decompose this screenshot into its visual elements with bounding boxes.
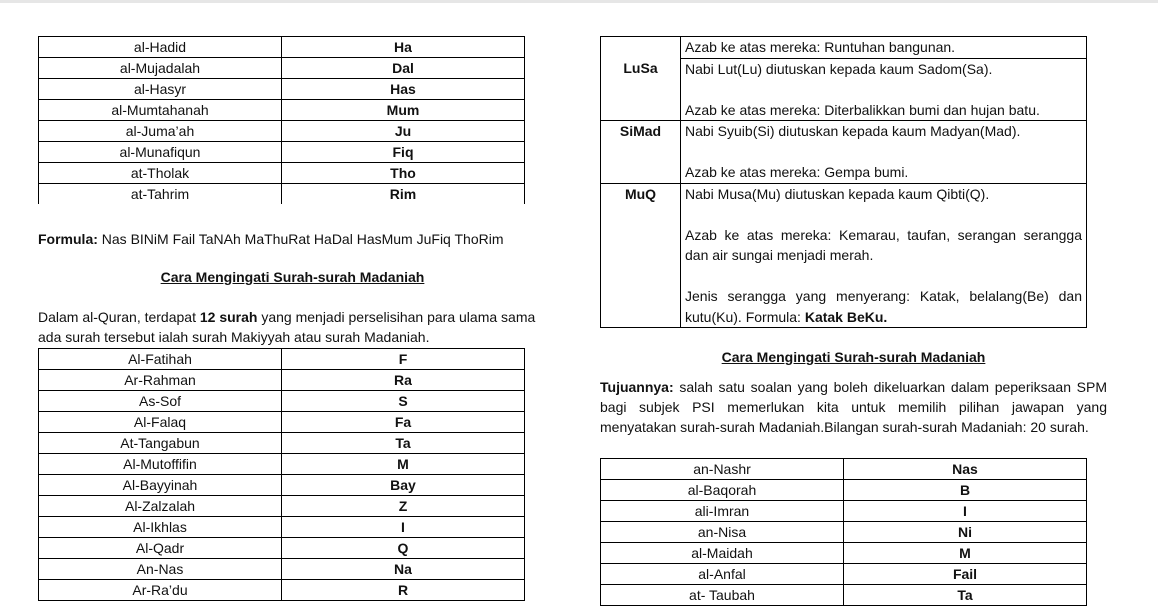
mnemonic-code-cell: R (282, 580, 525, 601)
madaniah-surah-table (600, 458, 1087, 606)
mnemonic-key-cell: SiMad (601, 121, 681, 184)
mnemonic-code-cell: M (282, 454, 525, 475)
surah-name-cell: Al-Ikhlas (39, 517, 282, 538)
story-cell (681, 58, 1087, 121)
mnemonic-code-cell: Ta (844, 585, 1087, 606)
section-heading-left: Cara Mengingati Surah-surah Madaniah (160, 269, 425, 285)
mnemonic-code-cell: Ta (282, 433, 525, 454)
mnemonic-code-cell: S (282, 391, 525, 412)
mnemonic-code-cell: Tho (282, 163, 525, 184)
table-row (39, 412, 525, 433)
story-line: Azab ke atas mereka: Gempa bumi. (685, 164, 909, 180)
mnemonic-code-cell: Ra (282, 370, 525, 391)
surah-name-cell: At-Tangabun (39, 433, 282, 454)
formula-label: Formula: (38, 231, 98, 247)
table-row (601, 459, 1087, 480)
intro-text-start: Dalam al-Quran, terdapat (38, 309, 196, 325)
surah-name-cell: an-Nashr (601, 459, 844, 480)
intro-text-end: yang menjadi perselisihan para ulama sama ada surah tersebut ialah surah Makiyyah atau surah Madaniah. (38, 309, 536, 345)
purpose-paragraph (600, 377, 1107, 437)
surah-name-cell: Al-Bayyinah (39, 475, 282, 496)
table-row (39, 58, 525, 79)
surah-name-cell: Al-Falaq (39, 412, 282, 433)
surah-name-cell: al-Mumtahanah (39, 100, 282, 121)
mnemonic-code-cell: Fail (844, 564, 1087, 585)
table-row (39, 580, 525, 601)
mnemonic-code-cell: Ha (282, 37, 525, 58)
story-cell (681, 37, 1087, 59)
table-row (39, 163, 525, 184)
surah-name-cell: at-Tahrim (39, 184, 282, 205)
surah-name-cell: As-Sof (39, 391, 282, 412)
formula-katak-beku: Katak BeKu. (804, 308, 888, 325)
story-line: Nabi Syuib(Si) diutuskan kepada kaum Madyan(Mad). (685, 123, 1021, 139)
formula-line (38, 229, 578, 249)
surah-name-cell: Al-Fatihah (39, 349, 282, 370)
table-row (39, 349, 525, 370)
surah-name-cell: ali-Imran (601, 501, 844, 522)
story-line: Jenis serangga yang menyerang: Katak, belalang(Be) dan kutu(Ku). Formula: (685, 288, 1082, 325)
formula-text: Nas BINiM Fail TaNAh MaThuRat HaDal HasMum JuFiq ThoRim (101, 231, 504, 247)
surah-name-cell: Al-Qadr (39, 538, 282, 559)
section-heading-right: Cara Mengingati Surah-surah Madaniah (721, 349, 986, 365)
mnemonic-code-cell: Nas (844, 459, 1087, 480)
purpose-label: Tujuannya: (600, 379, 674, 395)
story-line: Nabi Lut(Lu) diutuskan kepada kaum Sadom(Sa). (685, 60, 993, 77)
mnemonic-code-cell: Mum (282, 100, 525, 121)
table-row (39, 454, 525, 475)
table-row (39, 517, 525, 538)
intro-paragraph (38, 307, 553, 347)
surah-name-cell: al-Munafiqun (39, 142, 282, 163)
table-row (39, 37, 525, 58)
table-row (39, 559, 525, 580)
mnemonic-table-top (38, 36, 525, 204)
mnemonic-code-cell: I (282, 517, 525, 538)
surah-name-cell: al-Hadid (39, 37, 282, 58)
mnemonic-key-cell: MuQ (601, 183, 681, 328)
story-line: Azab ke atas mereka: Runtuhan bangunan. (685, 39, 956, 55)
mnemonic-code-cell: Fiq (282, 142, 525, 163)
viewer-top-edge (0, 0, 1158, 3)
story-cell (681, 121, 1087, 184)
surah-name-cell: at-Tholak (39, 163, 282, 184)
mnemonic-code-cell: Dal (282, 58, 525, 79)
purpose-text: salah satu soalan yang boleh dikeluarkan dalam peperiksaan SPM bagi subjek PSI memerlukan kita untuk memilih pilihan jawapan yang menyatakan surah-surah Madaniah.Bilangan surah-surah Madaniah: 20 surah. (600, 379, 1108, 435)
mnemonic-code-cell: B (844, 480, 1087, 501)
surah-name-cell: al-Hasyr (39, 79, 282, 100)
table-row (39, 370, 525, 391)
mnemonic-code-cell: Has (282, 79, 525, 100)
mnemonic-code-cell: Z (282, 496, 525, 517)
mnemonic-key-cell: LuSa (601, 58, 681, 121)
surah-name-cell: al-Baqorah (601, 480, 844, 501)
story-line-formula (685, 286, 1082, 327)
surah-name-cell: Al-Zalzalah (39, 496, 282, 517)
surah-name-cell: an-Nisa (601, 522, 844, 543)
surah-name-cell: An-Nas (39, 559, 282, 580)
mnemonic-code-cell: Fa (282, 412, 525, 433)
table-row (601, 501, 1087, 522)
disputed-surah-table (38, 348, 525, 601)
mnemonic-code-cell: F (282, 349, 525, 370)
table-row (39, 142, 525, 163)
surah-name-cell: al-Mujadalah (39, 58, 282, 79)
table-row (39, 538, 525, 559)
table-row (601, 480, 1087, 501)
table-row (601, 58, 1087, 121)
prophet-story-table (600, 36, 1087, 328)
surah-name-cell: Al-Mutoffifin (39, 454, 282, 475)
surah-name-cell: al-Juma’ah (39, 121, 282, 142)
table-row (601, 564, 1087, 585)
table-row (39, 496, 525, 517)
mnemonic-code-cell: Ju (282, 121, 525, 142)
table-row (601, 37, 1087, 59)
surah-name-cell: al-Anfal (601, 564, 844, 585)
table-row (39, 184, 525, 205)
story-line: Nabi Musa(Mu) diutuskan kepada kaum Qibti(Q). (685, 185, 990, 202)
table-row (39, 391, 525, 412)
story-line: Azab ke atas mereka: Kemarau, taufan, serangan serangga dan air sungai menjadi merah. (685, 226, 1082, 263)
mnemonic-code-cell: Bay (282, 475, 525, 496)
mnemonic-code-cell: Rim (282, 184, 525, 205)
intro-count: 12 surah (199, 309, 258, 325)
story-cell (681, 183, 1087, 328)
mnemonic-code-cell: Ni (844, 522, 1087, 543)
surah-name-cell: Ar-Rahman (39, 370, 282, 391)
table-row (601, 585, 1087, 606)
table-row (601, 522, 1087, 543)
table-row (39, 100, 525, 121)
table-row (39, 121, 525, 142)
mnemonic-code-cell: Q (282, 538, 525, 559)
table-row (601, 121, 1087, 184)
mnemonic-code-cell: I (844, 501, 1087, 522)
surah-name-cell: al-Maidah (601, 543, 844, 564)
table-row (39, 79, 525, 100)
mnemonic-key-cell (601, 37, 681, 59)
surah-name-cell: at- Taubah (601, 585, 844, 606)
table-row (39, 475, 525, 496)
table-row (601, 183, 1087, 328)
surah-name-cell: Ar-Ra’du (39, 580, 282, 601)
table-row (601, 543, 1087, 564)
mnemonic-code-cell: Na (282, 559, 525, 580)
mnemonic-code-cell: M (844, 543, 1087, 564)
table-row (39, 433, 525, 454)
story-line: Azab ke atas mereka: Diterbalikkan bumi dan hujan batu. (685, 101, 1040, 118)
